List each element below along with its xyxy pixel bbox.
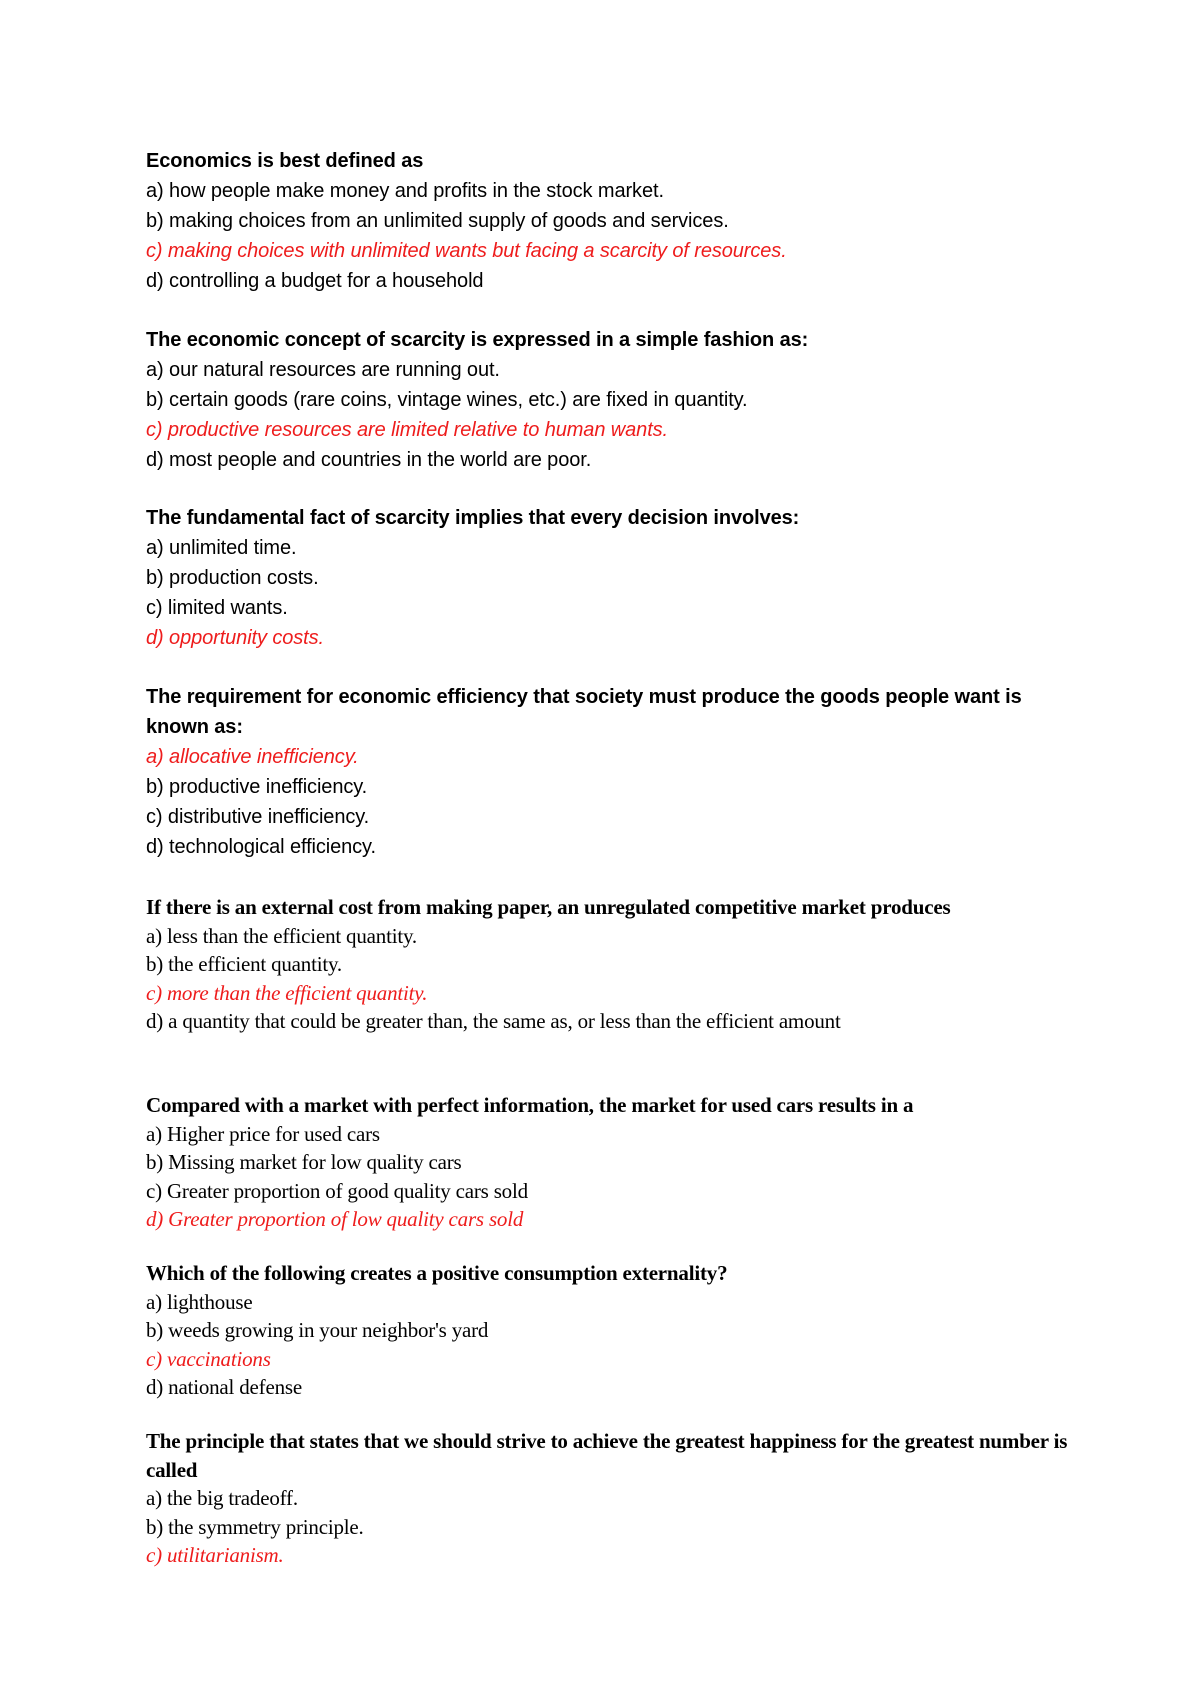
correct-answer-option: d) Greater proportion of low quality cars sold: [146, 1207, 524, 1231]
answer-option: b) the symmetry principle.: [146, 1514, 364, 1539]
answer-option: b) production costs.: [146, 567, 319, 589]
correct-answer-option: c) making choices with unlimited wants but facing a scarcity of resources.: [146, 240, 787, 262]
question-block: [146, 1091, 1076, 1234]
answer-options: [146, 1120, 1076, 1234]
question-text: Economics is best defined as: [146, 150, 424, 172]
answer-option: a) the big tradeoff.: [146, 1486, 298, 1510]
question-text: If there is an external cost from making paper, an unregulated competitive market produces: [146, 895, 951, 919]
correct-answer-option: c) utilitarianism.: [146, 1543, 284, 1567]
correct-answer-option: c) vaccinations: [146, 1346, 271, 1371]
answer-option: c) Greater proportion of good quality cars sold: [146, 1178, 528, 1203]
question-text: Compared with a market with perfect information, the market for used cars results in a: [146, 1093, 914, 1117]
question-block: [146, 325, 1076, 475]
correct-answer-option: c) productive resources are limited relative to human wants.: [146, 419, 669, 441]
correct-answer-option: a) allocative inefficiency.: [146, 746, 359, 768]
correct-answer-option: d) opportunity costs.: [146, 627, 324, 649]
answer-option: b) weeds growing in your neighbor's yard: [146, 1318, 489, 1342]
answer-options: [146, 176, 1076, 296]
question-text: The fundamental fact of scarcity implies that every decision involves:: [146, 507, 800, 529]
answer-option: d) a quantity that could be greater than, the same as, or less than the efficient amount: [146, 1009, 841, 1033]
answer-option: b) certain goods (rare coins, vintage wines, etc.) are fixed in quantity.: [146, 389, 748, 411]
answer-option: a) less than the efficient quantity.: [146, 923, 417, 948]
answer-option: a) Higher price for used cars: [146, 1121, 380, 1146]
answer-option: d) technological efficiency.: [146, 836, 376, 858]
answer-option: d) most people and countries in the world are poor.: [146, 449, 592, 471]
question-text: The economic concept of scarcity is expressed in a simple fashion as:: [146, 329, 809, 351]
question-block: [146, 1259, 1076, 1402]
question-block: [146, 1427, 1076, 1570]
answer-options: [146, 355, 1076, 475]
answer-option: c) limited wants.: [146, 597, 288, 619]
answer-option: a) our natural resources are running out.: [146, 359, 500, 381]
answer-option: a) how people make money and profits in the stock market.: [146, 180, 664, 202]
answer-option: c) distributive inefficiency.: [146, 806, 370, 828]
answer-option: b) making choices from an unlimited supply of goods and services.: [146, 210, 729, 232]
question-text: The requirement for economic efficiency that society must produce the goods people want is known as:: [146, 686, 1022, 738]
answer-options: [146, 533, 1076, 653]
answer-options: [146, 742, 1076, 862]
answer-options: [146, 1288, 1076, 1402]
answer-option: b) the efficient quantity.: [146, 952, 342, 976]
answer-option: a) lighthouse: [146, 1289, 253, 1314]
answer-option: a) unlimited time.: [146, 537, 297, 559]
question-block: [146, 146, 1076, 296]
answer-options: [146, 1484, 1076, 1570]
question-text: The principle that states that we should strive to achieve the greatest happiness for the greatest number is called: [146, 1429, 1068, 1482]
answer-option: b) Missing market for low quality cars: [146, 1150, 462, 1174]
correct-answer-option: c) more than the efficient quantity.: [146, 980, 428, 1005]
question-text: Which of the following creates a positive consumption externality?: [146, 1261, 728, 1285]
answer-option: b) productive inefficiency.: [146, 776, 368, 798]
question-block: [146, 893, 1076, 1036]
answer-options: [146, 922, 1076, 1036]
question-block: [146, 503, 1076, 653]
answer-option: d) national defense: [146, 1375, 302, 1399]
answer-option: d) controlling a budget for a household: [146, 270, 484, 292]
question-block: [146, 682, 1076, 862]
